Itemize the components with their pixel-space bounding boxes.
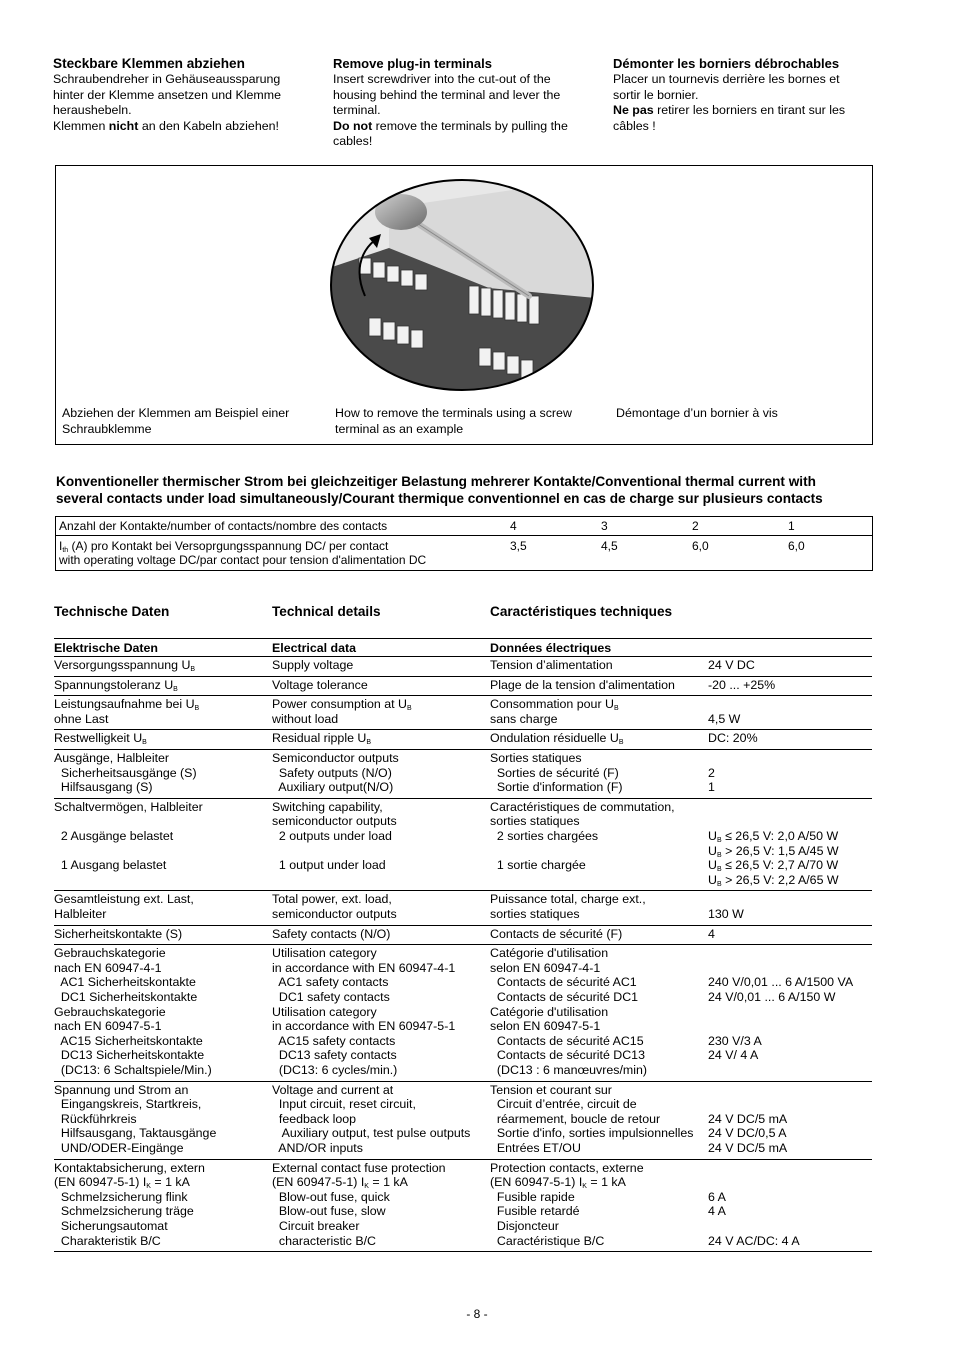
cell-line: Fusible retardé bbox=[490, 1204, 580, 1219]
tech-subheading-row bbox=[54, 639, 872, 657]
cell-line: Catégorie d'utilisation bbox=[490, 1004, 609, 1019]
tech-cell-fr bbox=[490, 678, 675, 693]
tech-cell-de bbox=[54, 1083, 216, 1156]
tech-cell-val bbox=[708, 751, 715, 795]
cell-line: Safety outputs (N/O) bbox=[272, 765, 392, 780]
cell-line: DC1 Sicherheitskontakte bbox=[54, 989, 198, 1004]
cell-line: 1 Ausgang belastet bbox=[54, 858, 167, 873]
cell-line: Sortie d'info, sorties impulsionnelles bbox=[490, 1126, 694, 1141]
cell-line bbox=[708, 1019, 853, 1034]
cell-line: (EN 60947-5-1) $I_K = 1$ kA bbox=[54, 1175, 190, 1191]
cell-line: Schmelzsicherung flink bbox=[54, 1189, 188, 1204]
intro-en-body-3: terminal. bbox=[333, 103, 381, 117]
cell-line bbox=[708, 1175, 800, 1190]
cell-line: selon EN 60947-4-1 bbox=[490, 960, 601, 975]
cell-line: Consommation pour $U_B$ bbox=[490, 697, 619, 713]
cell-line: External contact fuse protection bbox=[272, 1160, 446, 1175]
intro-de bbox=[53, 56, 308, 134]
cell-line: Contacts de sécurité DC13 bbox=[490, 1048, 645, 1063]
cell-line: Kontaktabsicherung, extern bbox=[54, 1160, 205, 1175]
intro-fr-warning bbox=[613, 103, 883, 119]
ith-subscript: th bbox=[62, 547, 69, 554]
thermal-contacts-2: 2 bbox=[692, 519, 699, 533]
intro-en-warn-bold: Do not bbox=[333, 118, 373, 133]
thermal-current-3: 4,5 bbox=[601, 539, 618, 553]
cell-line: Switching capability, bbox=[272, 799, 383, 814]
page-number: - 8 - bbox=[466, 1307, 488, 1321]
tech-cell-val bbox=[708, 658, 755, 673]
intro-fr-warning-2: câbles ! bbox=[613, 118, 656, 133]
cell-line: DC13 safety contacts bbox=[272, 1048, 397, 1063]
cell-line: $U_B \le 26,5$ V: 2,7 A/70 W bbox=[708, 858, 839, 874]
thermal-title-2: several contacts under load simultaneously/Courant thermique conventionnel en cas de charge sur plusieurs contacts bbox=[56, 491, 823, 506]
intro-en-body-1: Insert screwdriver into the cut-out of the bbox=[333, 72, 551, 86]
cell-line: 1 output under load bbox=[272, 858, 386, 873]
tech-cell-de bbox=[54, 678, 178, 693]
cell-line: Sorties statiques bbox=[490, 751, 582, 765]
thermal-current-2: 6,0 bbox=[692, 539, 709, 553]
thermal-current-label-1: (A) pro Kontakt bei Versoprgungsspannung DC/ per contact bbox=[68, 539, 389, 553]
intro-en-warning bbox=[333, 119, 588, 135]
cell-line: -20 ... +25% bbox=[708, 677, 776, 692]
cell-line: Contacts de sécurité AC1 bbox=[490, 975, 637, 990]
intro-de-body-3: heraushebeln. bbox=[53, 103, 132, 117]
cell-line: Ausgänge, Halbleiter bbox=[54, 751, 170, 765]
tech-cell-en bbox=[272, 1083, 470, 1156]
cell-line: AND/OR inputs bbox=[272, 1140, 363, 1155]
cell-line: 1 bbox=[708, 780, 715, 795]
cell-line: Circuit d’entrée, circuit de bbox=[490, 1097, 637, 1112]
tech-cell-de bbox=[54, 946, 212, 1077]
tech-cell-val bbox=[708, 678, 775, 693]
cell-line bbox=[708, 800, 839, 815]
intro-de-body-2: hinter der Klemme ansetzen und Klemme bbox=[53, 87, 281, 102]
subscript: B bbox=[366, 739, 372, 747]
cell-line bbox=[708, 1005, 853, 1020]
tech-row bbox=[54, 891, 872, 925]
tech-sub-en: Electrical data bbox=[272, 641, 357, 655]
cell-line: AC1 safety contacts bbox=[272, 975, 389, 990]
cell-line: Versorgungsspannung $U_B$ bbox=[54, 658, 196, 673]
thermal-current-1: 6,0 bbox=[788, 539, 805, 553]
thermal-title-1: Konventioneller thermischer Strom bei gleichzeitiger Belastung mehrerer Kontakte/Conventional thermal current with bbox=[56, 474, 816, 489]
cell-line: in accordance with EN 60947-4-1 bbox=[272, 960, 456, 975]
tech-cell-val bbox=[708, 731, 758, 746]
tech-cell-val bbox=[708, 697, 740, 726]
cell-line: Rückführkreis bbox=[54, 1111, 137, 1126]
cell-line: without load bbox=[272, 711, 339, 726]
tech-row bbox=[54, 730, 872, 750]
figure-caption-de-2: Schraubklemme bbox=[62, 421, 152, 436]
thermal-row-contacts bbox=[56, 517, 872, 536]
cell-line bbox=[708, 946, 853, 961]
intro-de-warning bbox=[53, 119, 308, 135]
intro-fr-body-1: Placer un tournevis derrière les bornes et bbox=[613, 72, 840, 86]
cell-line bbox=[54, 814, 203, 829]
cell-line: $U_B > 26,5$ V: 1,5 A/45 W bbox=[708, 843, 839, 859]
cell-line: DC13 Sicherheitskontakte bbox=[54, 1048, 205, 1063]
cell-line: Sicherheitsausgänge (S) bbox=[54, 765, 197, 780]
thermal-row-current-label bbox=[59, 539, 426, 567]
intro-fr bbox=[613, 56, 883, 134]
intro-fr-title: Démonter les borniers débrochables bbox=[613, 56, 840, 71]
cell-line: 2 bbox=[708, 765, 715, 780]
subscript: B bbox=[142, 739, 147, 747]
tech-cell-de bbox=[54, 697, 199, 726]
cell-line: Hilfsausgang (S) bbox=[54, 780, 153, 795]
cell-line: $U_B \le 26,5$ V: 2,0 A/50 W bbox=[708, 828, 839, 844]
subscript: K bbox=[582, 1183, 587, 1191]
cell-line: Leistungsaufnahme bei $U_B$ bbox=[54, 697, 200, 713]
cell-line: (DC13 : 6 manœuvres/min) bbox=[490, 1062, 647, 1077]
intro-en-title: Remove plug-in terminals bbox=[333, 56, 492, 71]
cell-line: Spannungstoleranz $U_B$ bbox=[54, 677, 178, 693]
tech-heading-de: Technische Daten bbox=[54, 604, 170, 619]
cell-line: Sicherungsautomat bbox=[54, 1218, 168, 1233]
subscript: K bbox=[146, 1183, 151, 1191]
tech-cell-en bbox=[272, 658, 353, 673]
intro-fr-body-2: sortir le bornier. bbox=[613, 87, 699, 102]
cell-line: 6 A bbox=[708, 1189, 726, 1204]
cell-line: Ondulation résiduelle $U_B$ bbox=[490, 731, 624, 747]
cell-line: (EN 60947-5-1) $I_K = 1$ kA bbox=[272, 1175, 408, 1191]
tech-row bbox=[54, 750, 872, 799]
tech-sub-fr: Données électriques bbox=[490, 641, 612, 655]
tech-cell-en bbox=[272, 697, 412, 726]
cell-line: Voltage and current at bbox=[272, 1082, 394, 1097]
cell-line: Sicherheitskontakte (S) bbox=[54, 926, 183, 941]
figure-caption-en-2: terminal as an example bbox=[335, 421, 464, 436]
intro-en-warn-post: remove the terminals by pulling the bbox=[372, 118, 568, 133]
tech-row bbox=[54, 945, 872, 1081]
tech-cell-de bbox=[54, 658, 195, 673]
cell-line: 24 V DC/5 mA bbox=[708, 1140, 788, 1155]
intro-fr-warn-post: retirer les borniers en tirant sur les bbox=[653, 103, 846, 117]
tech-cell-val bbox=[708, 1083, 787, 1156]
cell-line: (DC13: 6 Schaltspiele/Min.) bbox=[54, 1062, 212, 1077]
figure-caption-en-1: How to remove the terminals using a screw bbox=[335, 406, 572, 420]
cell-line: Utilisation category bbox=[272, 1004, 377, 1019]
tech-row bbox=[54, 799, 872, 892]
cell-line: AC15 Sicherheitskontakte bbox=[54, 1033, 203, 1048]
subscript: B bbox=[194, 705, 200, 713]
tech-cell-val bbox=[708, 800, 839, 888]
cell-line: Voltage tolerance bbox=[272, 677, 368, 692]
intro-fr-warn-bold: Ne pas bbox=[613, 103, 654, 117]
cell-line: Input circuit, reset circuit, bbox=[272, 1097, 416, 1112]
thermal-title bbox=[56, 473, 886, 507]
cell-line: Catégorie d'utilisation bbox=[490, 946, 609, 961]
tech-cell-en bbox=[272, 927, 390, 942]
subscript: B bbox=[406, 705, 412, 713]
cell-line: AC15 safety contacts bbox=[272, 1033, 396, 1048]
thermal-current-label-2: with operating voltage DC/par contact pour tension d'alimentation DC bbox=[59, 553, 427, 567]
tech-cell-de bbox=[54, 751, 197, 795]
figure-caption-de bbox=[62, 406, 322, 437]
subscript: B bbox=[716, 836, 722, 844]
tech-cell-val bbox=[708, 892, 744, 921]
cell-line bbox=[708, 814, 839, 829]
thermal-table bbox=[55, 516, 873, 571]
cell-line: Contacts de sécurité (F) bbox=[490, 926, 623, 941]
cell-line bbox=[708, 1063, 853, 1078]
tech-cell-en bbox=[272, 751, 399, 795]
tech-row bbox=[54, 1160, 872, 1253]
cell-line: 4 bbox=[708, 926, 715, 941]
cell-line: 2 Ausgänge belastet bbox=[54, 828, 174, 843]
cell-line: Supply voltage bbox=[272, 658, 354, 672]
cell-line bbox=[708, 1097, 787, 1112]
cell-line: $U_B > 26,5$ V: 2,2 A/65 W bbox=[708, 872, 839, 888]
cell-line bbox=[54, 873, 203, 888]
cell-line: Fusible rapide bbox=[490, 1189, 575, 1204]
cell-line bbox=[708, 1161, 800, 1176]
cell-line: Contacts de sécurité DC1 bbox=[490, 989, 639, 1004]
cell-line: 24 V DC bbox=[708, 658, 755, 672]
tech-cell-de bbox=[54, 927, 182, 942]
cell-line bbox=[490, 873, 675, 888]
cell-line bbox=[272, 844, 397, 859]
tech-heading-fr: Caractéristiques techniques bbox=[490, 604, 673, 619]
tech-row bbox=[54, 926, 872, 946]
cell-line: 24 V DC/5 mA bbox=[708, 1111, 788, 1126]
cell-line: sorties statiques bbox=[490, 814, 580, 829]
cell-line: Entrées ET/OU bbox=[490, 1140, 581, 1155]
cell-line: Schmelzsicherung träge bbox=[54, 1204, 194, 1219]
cell-line bbox=[708, 892, 744, 907]
cell-line: 4 A bbox=[708, 1204, 726, 1219]
intro-de-title: Steckbare Klemmen abziehen bbox=[53, 56, 245, 71]
intro-en-warning-2: cables! bbox=[333, 134, 373, 148]
cell-line bbox=[708, 751, 715, 766]
cell-line: feedback loop bbox=[272, 1111, 357, 1126]
tech-row bbox=[54, 677, 872, 697]
cell-line: ohne Last bbox=[54, 711, 109, 726]
tech-cell-fr bbox=[490, 697, 619, 726]
tech-cell-val bbox=[708, 946, 853, 1077]
cell-line: (DC13: 6 cycles/min.) bbox=[272, 1062, 398, 1077]
tech-cell-de bbox=[54, 1161, 205, 1249]
tech-cell-fr bbox=[490, 731, 623, 746]
thermal-contacts-3: 3 bbox=[601, 519, 608, 533]
cell-line: 1 sortie chargée bbox=[490, 858, 586, 873]
tech-cell-fr bbox=[490, 658, 613, 673]
cell-line: DC: 20% bbox=[708, 731, 758, 746]
intro-de-body-1: Schraubendreher in Gehäuseaussparung bbox=[53, 72, 281, 86]
cell-line bbox=[708, 961, 853, 976]
cell-line: Gebrauchskategorie bbox=[54, 1004, 166, 1019]
cell-line bbox=[708, 697, 740, 712]
cell-line: selon EN 60947-5-1 bbox=[490, 1019, 601, 1034]
subscript: B bbox=[716, 880, 722, 888]
cell-line: Auxiliary output, test pulse outputs bbox=[272, 1126, 471, 1141]
ith-symbol: I bbox=[59, 539, 63, 553]
tech-cell-fr bbox=[490, 892, 646, 921]
cell-line: Total power, ext. load, bbox=[272, 892, 392, 907]
cell-line: characteristic B/C bbox=[272, 1233, 376, 1248]
intro-de-warn-bold: nicht bbox=[108, 118, 139, 133]
tech-row bbox=[54, 1082, 872, 1160]
cell-line: Blow-out fuse, quick bbox=[272, 1189, 390, 1204]
cell-line: Sortie d'information (F) bbox=[490, 780, 623, 795]
cell-line: UND/ODER-Eingänge bbox=[54, 1140, 184, 1155]
cell-line: Puissance total, charge ext., bbox=[490, 892, 646, 907]
cell-line: 240 V/0,01 ... 6 A/1500 VA bbox=[708, 975, 854, 990]
cell-line: Semiconductor outputs bbox=[272, 751, 399, 765]
cell-line: Disjoncteur bbox=[490, 1218, 559, 1233]
terminal-removal-illustration bbox=[329, 178, 595, 392]
cell-line: 2 outputs under load bbox=[272, 828, 392, 843]
cell-line: nach EN 60947-4-1 bbox=[54, 960, 162, 975]
tech-cell-en bbox=[272, 800, 397, 888]
cell-line: AC1 Sicherheitskontakte bbox=[54, 975, 196, 990]
cell-line: Safety contacts (N/O) bbox=[272, 926, 391, 941]
cell-line: Hilfsausgang, Taktausgänge bbox=[54, 1126, 217, 1141]
cell-line: sorties statiques bbox=[490, 906, 580, 921]
tech-cell-en bbox=[272, 1161, 446, 1249]
tech-cell-val bbox=[708, 1161, 800, 1249]
cell-line: Gesamtleistung ext. Last, bbox=[54, 892, 194, 907]
cell-line bbox=[708, 1083, 787, 1098]
cell-line: semiconductor outputs bbox=[272, 814, 397, 829]
cell-line: Contacts de sécurité AC15 bbox=[490, 1033, 644, 1048]
subscript: B bbox=[716, 851, 722, 859]
cell-line: réarmement, boucle de retour bbox=[490, 1111, 661, 1126]
cell-line: Utilisation category bbox=[272, 946, 377, 961]
intro-en bbox=[333, 56, 588, 150]
cell-line: (EN 60947-5-1) $I_K = 1$ kA bbox=[490, 1175, 626, 1191]
cell-line: Tension d’alimentation bbox=[490, 658, 613, 672]
figure-caption-de-1: Abziehen der Klemmen am Beispiel einer bbox=[62, 406, 290, 420]
cell-line: 2 sorties chargées bbox=[490, 828, 599, 843]
cell-line: Protection contacts, externe bbox=[490, 1160, 644, 1175]
thermal-contacts-4: 4 bbox=[510, 519, 517, 533]
cell-line: 4,5 W bbox=[708, 711, 741, 726]
cell-line: Spannung und Strom an bbox=[54, 1082, 189, 1097]
cell-line: Circuit breaker bbox=[272, 1218, 360, 1233]
thermal-contacts-1: 1 bbox=[788, 519, 795, 533]
tech-cell-de bbox=[54, 800, 203, 888]
cell-line bbox=[708, 1219, 800, 1234]
subscript: B bbox=[173, 685, 178, 693]
cell-line: sans charge bbox=[490, 711, 558, 726]
thermal-row-contacts-label: Anzahl der Kontakte/number of contacts/nombre des contacts bbox=[59, 519, 388, 533]
cell-line bbox=[490, 844, 675, 859]
figure-box bbox=[55, 165, 873, 445]
tech-cell-fr bbox=[490, 1161, 644, 1249]
tech-cell-de bbox=[54, 892, 194, 921]
cell-line: Caractéristique B/C bbox=[490, 1233, 605, 1248]
tech-cell-fr bbox=[490, 927, 622, 942]
subscript: K bbox=[364, 1183, 369, 1191]
tech-cell-val bbox=[708, 927, 715, 942]
tech-cell-de bbox=[54, 731, 147, 746]
cell-line: Residual ripple $U_B$ bbox=[272, 731, 372, 747]
tech-cell-en bbox=[272, 731, 371, 746]
tech-cell-en bbox=[272, 678, 368, 693]
tech-cell-en bbox=[272, 946, 455, 1077]
cell-line: 24 V DC/0,5 A bbox=[708, 1126, 787, 1141]
cell-line: semiconductor outputs bbox=[272, 906, 397, 921]
cell-line: nach EN 60947-5-1 bbox=[54, 1019, 162, 1034]
cell-line: 24 V/0,01 ... 6 A/150 W bbox=[708, 989, 836, 1004]
cell-line: Gebrauchskategorie bbox=[54, 946, 166, 961]
cell-line: Plage de la tension d'alimentation bbox=[490, 677, 675, 692]
tech-cell-fr bbox=[490, 946, 647, 1077]
subscript: B bbox=[618, 739, 624, 747]
subscript: B bbox=[613, 705, 619, 713]
figure-caption-fr-1: Démontage d’un bornier à vis bbox=[616, 406, 778, 420]
thermal-current-4: 3,5 bbox=[510, 539, 527, 553]
tech-cell-fr bbox=[490, 800, 675, 888]
cell-line: 230 V/3 A bbox=[708, 1033, 762, 1048]
tech-row bbox=[54, 657, 872, 677]
intro-de-warn-pre: Klemmen bbox=[53, 118, 109, 133]
cell-line: Restwelligkeit $U_B$ bbox=[54, 731, 147, 747]
cell-line: Charakteristik B/C bbox=[54, 1233, 161, 1248]
figure-caption-fr bbox=[616, 406, 876, 422]
cell-line: Halbleiter bbox=[54, 906, 107, 921]
tech-row bbox=[54, 696, 872, 730]
tech-sub-de: Elektrische Daten bbox=[54, 641, 158, 655]
tech-heading-en: Technical details bbox=[272, 604, 381, 619]
cell-line: Schaltvermögen, Halbleiter bbox=[54, 799, 203, 814]
cell-line: Sorties de sécurité (F) bbox=[490, 765, 619, 780]
cell-line: 24 V/ 4 A bbox=[708, 1048, 759, 1063]
cell-line: Eingangskreis, Startkreis, bbox=[54, 1097, 202, 1112]
tech-cell-fr bbox=[490, 1083, 693, 1156]
cell-line: 130 W bbox=[708, 906, 744, 921]
cell-line: Tension et courant sur bbox=[490, 1082, 612, 1097]
cell-line: DC1 safety contacts bbox=[272, 989, 390, 1004]
cell-line bbox=[272, 873, 397, 888]
tech-cell-fr bbox=[490, 751, 623, 795]
cell-line bbox=[54, 844, 203, 859]
figure-caption-en bbox=[335, 406, 595, 437]
cell-line: Power consumption at $U_B$ bbox=[272, 697, 412, 713]
tech-cell-en bbox=[272, 892, 397, 921]
cell-line: in accordance with EN 60947-5-1 bbox=[272, 1019, 456, 1034]
intro-en-body-2: housing behind the terminal and lever the bbox=[333, 87, 561, 102]
cell-line: Blow-out fuse, slow bbox=[272, 1204, 386, 1219]
cell-line: 24 V AC/DC: 4 A bbox=[708, 1233, 800, 1248]
cell-line: Caractéristiques de commutation, bbox=[490, 799, 675, 814]
intro-de-warn-post: an den Kabeln abziehen! bbox=[138, 118, 279, 133]
subscript: B bbox=[190, 666, 196, 673]
cell-line: Auxiliary output(N/O) bbox=[272, 780, 394, 795]
subscript: B bbox=[716, 866, 722, 874]
